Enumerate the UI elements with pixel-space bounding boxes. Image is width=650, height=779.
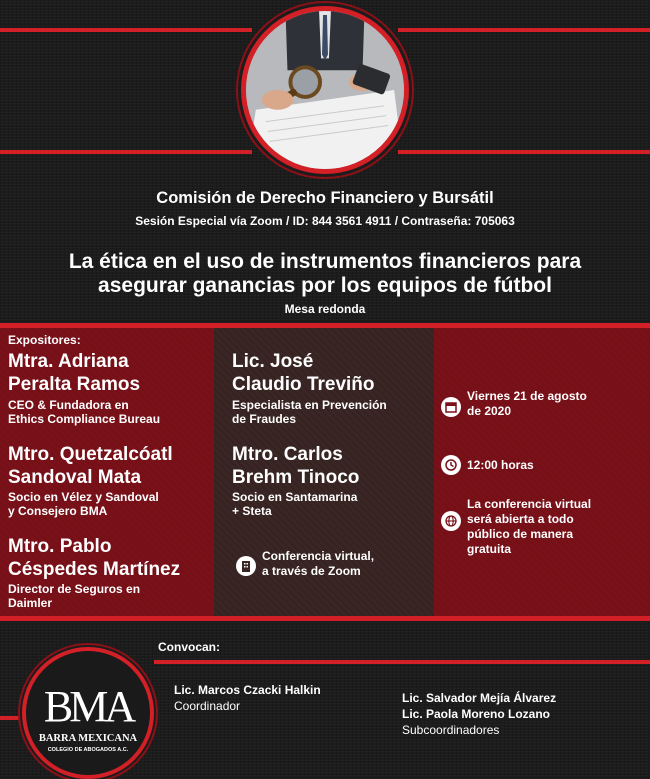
bma-logo-mark: BMA: [43, 682, 133, 731]
bma-logo-name: BARRA MEXICANA: [38, 733, 138, 744]
event-access-line: La conferencia virtual: [467, 497, 592, 511]
speaker-role-line: + Steta: [232, 504, 272, 518]
event-date: [441, 389, 587, 419]
speaker-role-line: Especialista en Prevención: [232, 398, 387, 412]
speaker-name-line: Mtro. Quetzalcóatl: [8, 444, 173, 465]
speaker-role-line: y Consejero BMA: [8, 504, 108, 518]
hero-photo: [241, 6, 409, 174]
speaker-name: [8, 535, 180, 581]
band-bottom-line: [0, 616, 650, 621]
subcoordinator-role: Subcoordinadores: [402, 723, 500, 737]
clock-icon: [441, 455, 461, 475]
footer-line-left: [0, 716, 24, 720]
speaker-name-line: Mtra. Adriana: [8, 351, 129, 372]
speaker-role-line: Socio en Vélez y Sandoval: [8, 490, 159, 504]
event-date-text: [467, 389, 587, 419]
event-access-line: público de manera: [467, 527, 574, 541]
bma-logo-subtitle: COLEGIO DE ABOGADOS A.C.: [47, 747, 129, 753]
speaker-name-line: Claudio Treviño: [232, 374, 375, 395]
bma-logo: [22, 647, 154, 779]
speaker-name: [232, 443, 359, 489]
zoom-info-text: [262, 549, 374, 579]
speaker-name: [8, 443, 173, 489]
header-line-left-bottom: [0, 150, 252, 154]
header-line-right-bottom: [398, 150, 650, 154]
event-access-line: gratuita: [467, 542, 512, 556]
magnifier-document-illustration: [246, 11, 404, 169]
event-access: [441, 497, 591, 557]
speaker-name-line: Mtro. Carlos: [232, 444, 343, 465]
speaker-name-line: Sandoval Mata: [8, 467, 142, 488]
building-icon: [236, 556, 256, 576]
vertical-fine-print: [636, 430, 646, 605]
zoom-info: [236, 549, 374, 579]
subcoordinator-name: Lic. Paola Moreno Lozano: [402, 707, 551, 721]
header-line-left-top: [0, 28, 252, 32]
committee-title: Comisión de Derecho Financiero y Bursátil: [156, 189, 494, 207]
speaker-role-line: de Fraudes: [232, 412, 297, 426]
speaker-name-line: Mtro. Pablo: [8, 536, 112, 557]
subcoordinator-name: Lic. Salvador Mejía Álvarez: [402, 691, 557, 705]
event-subtitle: Mesa redonda: [284, 302, 366, 316]
speaker-name-line: Peralta Ramos: [8, 374, 141, 395]
coordinator-name: Lic. Marcos Czacki Halkin: [174, 683, 321, 697]
footer-line-right: [154, 660, 650, 664]
speaker-name-line: Céspedes Martínez: [8, 559, 181, 580]
speaker-name-line: Lic. José: [232, 351, 314, 372]
calendar-icon: [441, 397, 461, 417]
speaker-role-line: Director de Seguros en: [8, 582, 141, 596]
event-title: [20, 250, 630, 298]
speaker-name: [232, 350, 375, 396]
speaker-role: [232, 398, 387, 426]
event-date-line: Viernes 21 de agosto: [467, 389, 587, 403]
event-date-line: de 2020: [467, 404, 512, 418]
speaker-role-line: Daimler: [8, 596, 53, 610]
event-title-line-2: asegurar ganancias por los equipos de fútbol: [98, 274, 552, 297]
speaker-role-line: CEO & Fundadora en: [8, 398, 129, 412]
globe-icon: [441, 511, 461, 531]
event-access-line: será abierta a todo: [467, 512, 574, 526]
event-title-line-1: La ética en el uso de instrumentos financieros para: [68, 250, 582, 273]
event-time: [441, 455, 534, 475]
zoom-info-line: Conferencia virtual,: [262, 549, 375, 563]
convocan-label: Convocan:: [158, 640, 221, 654]
header-line-right-top: [398, 28, 650, 32]
speaker-role: [8, 582, 140, 610]
event-access-text: [467, 497, 591, 557]
speaker-role-line: Socio en Santamarina: [232, 490, 358, 504]
speaker-name: [8, 350, 140, 396]
speakers-label: Expositores:: [8, 333, 81, 347]
speaker-role: [232, 490, 357, 518]
event-time-text: 12:00 horas: [467, 458, 534, 472]
zoom-info-line: a través de Zoom: [262, 564, 361, 578]
speaker-name-line: Brehm Tinoco: [232, 467, 360, 488]
coordinator-role: Coordinador: [174, 699, 241, 713]
speaker-role-line: Ethics Compliance Bureau: [8, 412, 161, 426]
session-info: Sesión Especial vía Zoom / ID: 844 3561 4911 / Contraseña: 705063: [135, 214, 515, 228]
speaker-role: [8, 490, 159, 518]
speaker-role: [8, 398, 160, 426]
